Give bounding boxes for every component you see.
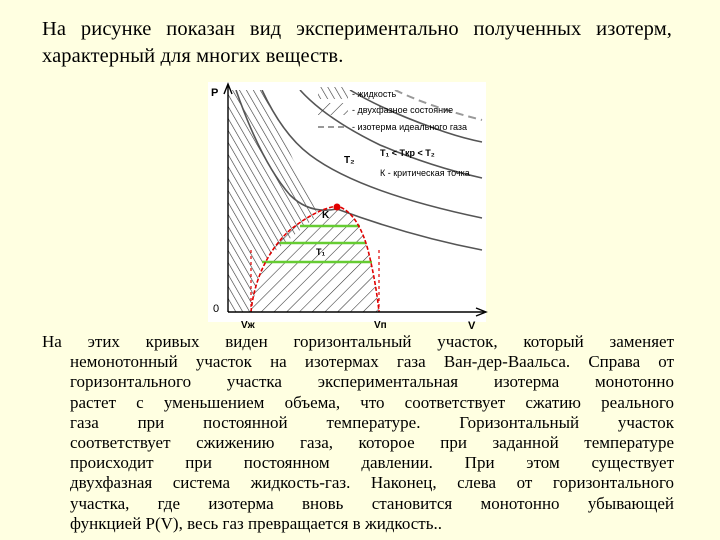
t1-label: T₁ xyxy=(316,247,326,257)
vg-label: Vп xyxy=(374,320,387,331)
vl-label: Vж xyxy=(241,320,255,331)
legend-two-phase: - двухфазное состояние xyxy=(352,105,454,115)
body-line: немонотонный участок на изотермах газа Ван-дер-Ваальса. Справа от xyxy=(70,352,674,372)
body-line: На этих кривых виден горизонтальный участок, который заменяет xyxy=(42,332,674,351)
legend-liquid-swatch xyxy=(318,87,348,99)
body-line: горизонтального участка экспериментальная изотерма монотонно xyxy=(70,372,674,392)
legend-critical: К - критическая точка xyxy=(380,168,470,178)
legend-liquid: - жидкость xyxy=(352,89,397,99)
p-axis-label: P xyxy=(211,87,219,99)
t2-label: T₂ xyxy=(344,155,355,166)
body-line: участка, где изотерма вновь становится монотонно убывающей xyxy=(70,493,674,513)
body-line: двухфазная система жидкость-газ. Наконец, слева от горизонтального xyxy=(70,473,674,493)
legend-two-phase-swatch xyxy=(318,103,348,115)
v-axis-label: V xyxy=(468,320,476,332)
k-label: K xyxy=(322,210,330,221)
legend-ideal: - изотерма идеального газа xyxy=(352,122,468,132)
origin-label: 0 xyxy=(213,303,220,315)
body-line: газа при постоянной температуре. Горизонтальный участок xyxy=(70,412,674,432)
body-line: происходит при постоянном давлении. При этом существует xyxy=(70,453,674,473)
critical-point xyxy=(334,204,341,211)
body-line: функцией P(V), весь газ превращается в жидкость.. xyxy=(70,513,442,533)
legend-temps: T₁ < Tкр < T₂ xyxy=(380,148,435,158)
body-line: растет с уменьшением объема, что соответствует сжатию реального xyxy=(70,392,674,412)
body-paragraph xyxy=(42,332,674,534)
body-line: соответствует сжижению газа, которое при заданной температуре xyxy=(70,433,674,453)
page-title: На рисунке показан вид экспериментально полученных изотерм, характерный для многих веществ. xyxy=(42,18,672,67)
